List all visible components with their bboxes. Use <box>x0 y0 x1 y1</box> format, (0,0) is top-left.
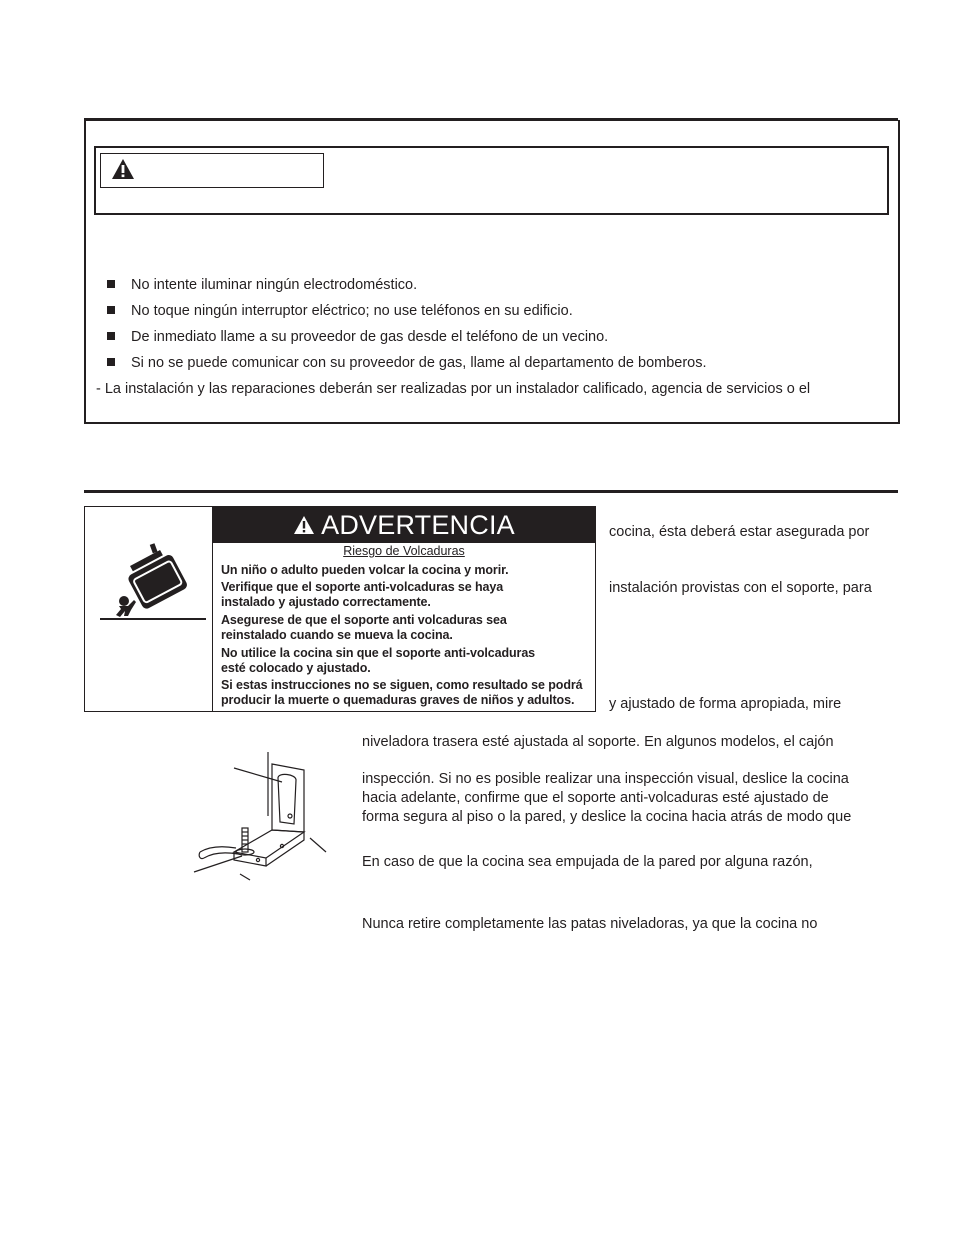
body-paragraph-line: forma segura al piso o la pared, y deslice la cocina hacia atrás de modo que <box>362 809 852 825</box>
right-column-text: cocina, ésta deberá estar asegurada por <box>609 524 870 540</box>
right-column-text: y ajustado de forma apropiada, mire <box>609 696 842 712</box>
bullet-item: Si no se puede comunicar con su proveedor de gas, llame al departamento de bomberos. <box>107 355 707 371</box>
bullet-item: No toque ningún interruptor eléctrico; no use teléfonos en su edificio. <box>107 303 573 319</box>
bullet-item: De inmediato llame a su proveedor de gas desde el teléfono de un vecino. <box>107 329 608 345</box>
advertencia-line: reinstalado cuando se mueva la cocina. <box>221 628 453 642</box>
body-paragraph-line: niveladora trasera esté ajustada al soporte. En algunos modelos, el cajón <box>362 734 834 750</box>
advertencia-line: instalado y ajustado correctamente. <box>221 595 431 609</box>
advertencia-subtitle: Riesgo de Volcaduras <box>343 544 465 558</box>
advertencia-line: No utilice la cocina sin que el soporte anti-volcaduras <box>221 646 536 660</box>
tip-over-pictogram-icon <box>98 540 208 622</box>
body-paragraph-line: Nunca retire completamente las patas niveladoras, ya que la cocina no <box>362 916 818 932</box>
install-note: - La instalación y las reparaciones deberán ser realizadas por un instalador calificado, agencia de servicios o el <box>96 381 811 397</box>
body-paragraph-line: inspección. Si no es posible realizar una inspección visual, deslice la cocina <box>362 771 849 787</box>
advertencia-line: Un niño o adulto pueden volcar la cocina y morir. <box>221 563 509 577</box>
anti-tip-bracket-illustration <box>190 748 330 888</box>
advertencia-line: Verifique que el soporte anti-volcaduras se haya <box>221 580 504 594</box>
warning-label-box <box>100 153 324 188</box>
section2-top-rule <box>84 490 898 493</box>
advertencia-banner <box>213 507 595 543</box>
warning-triangle-icon <box>293 515 315 535</box>
right-column-text: instalación provistas con el soporte, para <box>609 580 872 596</box>
bullet-item: No intente iluminar ningún electrodoméstico. <box>107 277 417 293</box>
advertencia-line: Asegurese de que el soporte anti volcaduras sea <box>221 613 507 627</box>
advertencia-line: Si estas instrucciones no se siguen, como resultado se podrá <box>221 678 583 692</box>
advertencia-line: producir la muerte o quemaduras graves de niños y adultos. <box>221 693 575 707</box>
body-paragraph-line: En caso de que la cocina sea empujada de la pared por alguna razón, <box>362 854 813 870</box>
body-paragraph-line: hacia adelante, confirme que el soporte anti-volcaduras esté ajustado de <box>362 790 829 806</box>
advertencia-line: esté colocado y ajustado. <box>221 661 371 675</box>
warning-triangle-icon <box>111 158 135 180</box>
advertencia-title: ADVERTENCIA <box>321 509 515 540</box>
